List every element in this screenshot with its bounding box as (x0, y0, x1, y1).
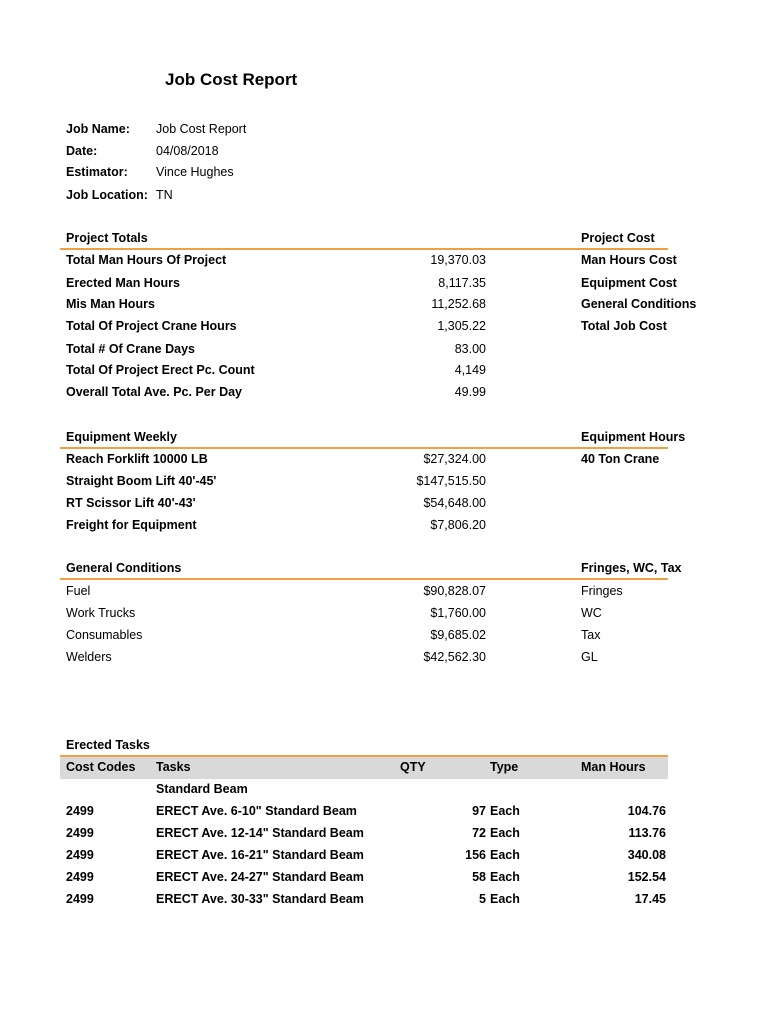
column-header-qty: QTY (400, 760, 426, 774)
job-name-value: Job Cost Report (156, 122, 247, 136)
task-name: ERECT Ave. 24-27" Standard Beam (156, 870, 364, 884)
task-type: Each (490, 848, 520, 862)
project-total-label: Mis Man Hours (66, 297, 155, 311)
general-condition-value: $42,562.30 (423, 650, 486, 664)
general-condition-value: $90,828.07 (423, 584, 486, 598)
equipment-label: RT Scissor Lift 40'-43' (66, 496, 196, 510)
date-label: Date: (66, 144, 98, 158)
task-cost-code: 2499 (66, 826, 94, 840)
column-header-man-hours: Man Hours (581, 760, 646, 774)
project-cost-item: General Conditions (581, 297, 697, 311)
project-cost-item: Man Hours Cost (581, 253, 677, 267)
job-name-label: Job Name: (66, 122, 130, 136)
task-cost-code: 2499 (66, 870, 94, 884)
equipment-value: $7,806.20 (430, 518, 486, 532)
project-total-value: 49.99 (454, 385, 486, 399)
project-total-label: Total # Of Crane Days (66, 342, 195, 356)
project-total-label: Total Man Hours Of Project (66, 253, 227, 267)
page-title: Job Cost Report (165, 70, 298, 89)
equipment-value: $147,515.50 (416, 474, 486, 488)
task-man-hours: 152.54 (627, 870, 666, 884)
equipment-label: Freight for Equipment (66, 518, 197, 532)
fringes-item: GL (581, 650, 598, 664)
general-conditions-heading: General Conditions (66, 561, 182, 575)
section-rule (60, 578, 668, 580)
task-name: ERECT Ave. 30-33" Standard Beam (156, 892, 364, 906)
task-man-hours: 17.45 (634, 892, 666, 906)
project-cost-item: Total Job Cost (581, 319, 667, 333)
task-man-hours: 104.76 (627, 804, 666, 818)
equipment-hours-heading: Equipment Hours (581, 430, 686, 444)
table-header (60, 757, 668, 779)
project-total-label: Erected Man Hours (66, 276, 180, 290)
task-qty: 97 (472, 804, 486, 818)
task-type: Each (490, 826, 520, 840)
date-value: 04/08/2018 (156, 144, 219, 158)
task-cost-code: 2499 (66, 804, 94, 818)
column-header-tasks: Tasks (156, 760, 191, 774)
task-name: ERECT Ave. 12-14" Standard Beam (156, 826, 364, 840)
section-rule (60, 248, 668, 250)
project-total-value: 1,305.22 (437, 319, 486, 333)
equipment-hours-item: 40 Ton Crane (581, 452, 660, 466)
task-qty: 58 (472, 870, 486, 884)
column-header-cost-codes: Cost Codes (66, 760, 136, 774)
fringes-item: Fringes (581, 584, 623, 598)
project-total-label: Total Of Project Crane Hours (66, 319, 237, 333)
task-name: ERECT Ave. 6-10" Standard Beam (156, 804, 357, 818)
project-cost-item: Equipment Cost (581, 276, 677, 290)
project-total-label: Total Of Project Erect Pc. Count (66, 363, 255, 377)
equipment-label: Straight Boom Lift 40'-45' (66, 474, 217, 488)
task-group-label: Standard Beam (156, 782, 248, 796)
task-qty: 156 (465, 848, 486, 862)
general-condition-label: Fuel (66, 584, 91, 598)
task-name: ERECT Ave. 16-21" Standard Beam (156, 848, 364, 862)
project-total-value: 8,117.35 (438, 276, 486, 290)
project-total-value: 11,252.68 (431, 297, 486, 311)
estimator-value: Vince Hughes (156, 165, 234, 179)
job-location-label: Job Location: (66, 188, 148, 202)
fringes-item: Tax (581, 628, 601, 642)
fringes-heading: Fringes, WC, Tax (581, 561, 682, 575)
fringes-item: WC (581, 606, 602, 620)
task-type: Each (490, 892, 520, 906)
equipment-value: $54,648.00 (423, 496, 486, 510)
task-qty: 72 (472, 826, 486, 840)
project-total-label: Overall Total Ave. Pc. Per Day (66, 385, 243, 399)
general-condition-label: Welders (66, 650, 112, 664)
project-cost-heading: Project Cost (581, 231, 655, 245)
project-total-value: 83.00 (454, 342, 486, 356)
task-man-hours: 340.08 (627, 848, 666, 862)
estimator-label: Estimator: (66, 165, 128, 179)
project-total-value: 19,370.03 (430, 253, 486, 267)
general-condition-label: Work Trucks (66, 606, 136, 620)
project-total-value: 4,149 (454, 363, 486, 377)
task-man-hours: 113.76 (628, 826, 666, 840)
equipment-value: $27,324.00 (423, 452, 486, 466)
task-qty: 5 (479, 892, 486, 906)
general-condition-label: Consumables (66, 628, 143, 642)
task-cost-code: 2499 (66, 848, 94, 862)
task-type: Each (490, 870, 520, 884)
task-cost-code: 2499 (66, 892, 94, 906)
job-location-value: TN (156, 188, 173, 202)
project-totals-heading: Project Totals (66, 231, 148, 245)
general-condition-value: $9,685.02 (430, 628, 486, 642)
column-header-type: Type (490, 760, 519, 774)
equipment-weekly-heading: Equipment Weekly (66, 430, 177, 444)
equipment-label: Reach Forklift 10000 LB (66, 452, 208, 466)
erected-tasks-heading: Erected Tasks (66, 738, 150, 752)
general-condition-value: $1,760.00 (430, 606, 486, 620)
task-type: Each (490, 804, 520, 818)
section-rule (60, 447, 668, 449)
